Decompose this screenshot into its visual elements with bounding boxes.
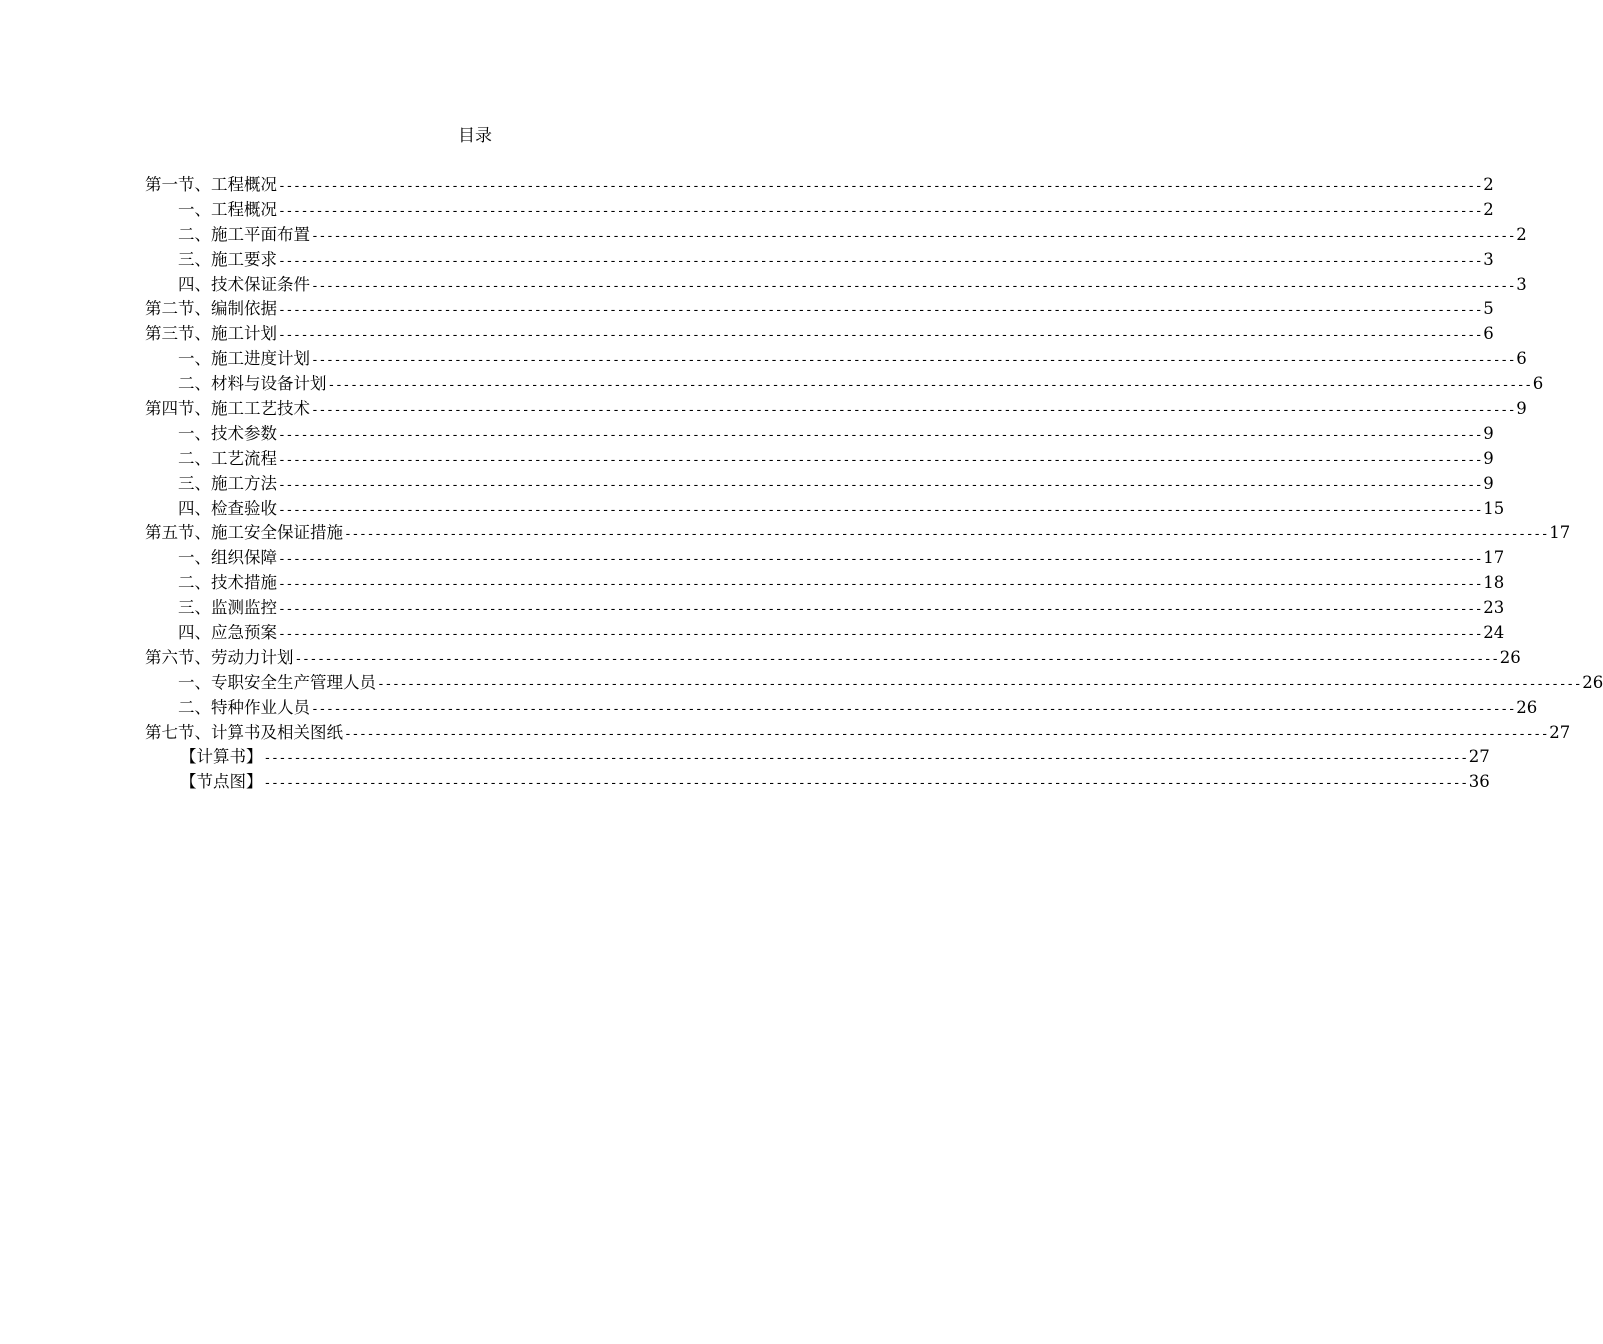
toc-entry-text: 二、工艺流程 <box>178 448 277 468</box>
toc-entry[interactable] <box>145 322 1494 347</box>
toc-entry[interactable] <box>145 472 1494 497</box>
toc-entry[interactable] <box>145 671 1603 696</box>
toc-leader-dashes: ---------------------------------------------------------------------------------------------------------------------------------------------------------------- <box>278 203 1483 219</box>
toc-entry-text: 一、工程概况 <box>178 199 277 219</box>
toc-page-number: 3 <box>1516 274 1527 294</box>
toc-page-number: 23 <box>1483 598 1505 618</box>
toc-page-number: 2 <box>1516 224 1527 244</box>
toc-entry-text: 二、技术措施 <box>178 573 277 593</box>
toc-page-number: 9 <box>1483 473 1494 493</box>
toc-entry-text: 四、检查验收 <box>178 498 277 518</box>
toc-page-number: 9 <box>1483 448 1494 468</box>
toc-page-number: 24 <box>1483 623 1505 643</box>
toc-entry-text: 第一节、工程概况 <box>145 175 277 194</box>
toc-entry-text: 二、施工平面布置 <box>178 224 310 244</box>
toc-page-number: 2 <box>1483 199 1494 219</box>
toc-entry[interactable] <box>145 397 1527 422</box>
toc-leader-dashes: ---------------------------------------------------------------------------------------------------------------------------------------------------------------- <box>311 278 1516 294</box>
toc-leader-dashes: ---------------------------------------------------------------------------------------------------------------------------------------------------------------- <box>278 552 1483 568</box>
toc-leader-dashes: ---------------------------------------------------------------------------------------------------------------------------------------------------------------- <box>278 502 1483 518</box>
toc-entry-text: 第二节、编制依据 <box>145 299 277 319</box>
toc-leader-dashes: ---------------------------------------------------------------------------------------------------------------------------------------------------------------- <box>327 378 1532 394</box>
toc-leader-dashes: ---------------------------------------------------------------------------------------------------------------------------------------------------------------- <box>377 676 1582 692</box>
toc-entry[interactable] <box>145 696 1538 721</box>
toc-entry-text: 【节点图】 <box>180 772 263 792</box>
toc-page-number: 26 <box>1499 647 1521 667</box>
toc-page-number: 27 <box>1549 722 1571 742</box>
toc-entry[interactable] <box>145 596 1505 621</box>
toc-page-number: 15 <box>1483 498 1505 518</box>
toc-entry[interactable] <box>145 646 1521 671</box>
toc-page-number: 36 <box>1468 772 1490 792</box>
toc-leader-dashes: ---------------------------------------------------------------------------------------------------------------------------------------------------------------- <box>278 452 1483 468</box>
toc-entry[interactable] <box>145 223 1527 248</box>
toc-entry-text: 一、专职安全生产管理人员 <box>178 672 376 692</box>
toc-leader-dashes: ---------------------------------------------------------------------------------------------------------------------------------------------------------------- <box>263 751 1468 767</box>
toc-leader-dashes: ---------------------------------------------------------------------------------------------------------------------------------------------------------------- <box>344 527 1549 543</box>
toc-entry-text: 三、施工方法 <box>178 473 277 493</box>
toc-entry[interactable] <box>145 347 1527 372</box>
toc-entry-text: 一、组织保障 <box>178 548 277 568</box>
toc-leader-dashes: ---------------------------------------------------------------------------------------------------------------------------------------------------------------- <box>278 627 1483 643</box>
toc-leader-dashes: ---------------------------------------------------------------------------------------------------------------------------------------------------------------- <box>311 403 1516 419</box>
toc-entry-text: 第三节、施工计划 <box>145 324 277 344</box>
toc-entry[interactable] <box>145 273 1527 298</box>
toc-leader-dashes: ---------------------------------------------------------------------------------------------------------------------------------------------------------------- <box>311 228 1516 244</box>
toc-page-number: 6 <box>1516 349 1527 369</box>
toc-leader-dashes: ---------------------------------------------------------------------------------------------------------------------------------------------------------------- <box>278 477 1483 493</box>
toc-page-number: 26 <box>1582 672 1603 692</box>
toc-entry-text: 三、施工要求 <box>178 249 277 269</box>
toc-entry-text: 二、材料与设备计划 <box>178 374 327 394</box>
toc-entry-text: 四、应急预案 <box>178 623 277 643</box>
toc-entry[interactable] <box>145 372 1544 397</box>
toc-entry[interactable] <box>145 198 1494 223</box>
toc-entry[interactable] <box>145 521 1571 546</box>
toc-entry[interactable] <box>145 297 1494 322</box>
toc-leader-dashes: ---------------------------------------------------------------------------------------------------------------------------------------------------------------- <box>311 701 1516 717</box>
toc-entry[interactable] <box>145 745 1490 770</box>
toc-page-number: 9 <box>1483 423 1494 443</box>
toc-entry[interactable] <box>145 248 1494 273</box>
toc-entry[interactable] <box>145 422 1494 447</box>
toc-leader-dashes: ---------------------------------------------------------------------------------------------------------------------------------------------------------------- <box>278 602 1483 618</box>
toc-leader-dashes: ---------------------------------------------------------------------------------------------------------------------------------------------------------------- <box>278 179 1483 194</box>
toc-entry-text: 二、特种作业人员 <box>178 697 310 717</box>
toc-page-number: 9 <box>1516 399 1527 419</box>
toc-page-number: 6 <box>1532 374 1544 394</box>
toc-page-number: 5 <box>1483 299 1494 319</box>
toc-leader-dashes: ---------------------------------------------------------------------------------------------------------------------------------------------------------------- <box>294 651 1499 667</box>
toc-leader-dashes: ---------------------------------------------------------------------------------------------------------------------------------------------------------------- <box>344 726 1549 742</box>
toc-leader-dashes: ---------------------------------------------------------------------------------------------------------------------------------------------------------------- <box>278 427 1483 443</box>
toc-page-number: 6 <box>1483 324 1494 344</box>
toc-page-number: 3 <box>1483 249 1494 269</box>
toc-title: 目录 <box>458 126 492 146</box>
toc-entry[interactable] <box>145 546 1505 571</box>
toc-entry[interactable] <box>145 621 1505 646</box>
toc-entry[interactable] <box>145 571 1505 596</box>
toc-list <box>145 173 1603 795</box>
toc-page-number: 17 <box>1549 523 1571 543</box>
toc-entry-text: 第五节、施工安全保证措施 <box>145 523 343 543</box>
toc-entry-text: 一、技术参数 <box>178 423 277 443</box>
toc-page-number: 27 <box>1468 747 1490 767</box>
toc-leader-dashes: ---------------------------------------------------------------------------------------------------------------------------------------------------------------- <box>263 776 1468 792</box>
toc-entry[interactable] <box>145 770 1490 795</box>
toc-entry-text: 一、施工进度计划 <box>178 349 310 369</box>
toc-entry[interactable] <box>145 447 1494 472</box>
toc-leader-dashes: ---------------------------------------------------------------------------------------------------------------------------------------------------------------- <box>278 303 1483 319</box>
toc-leader-dashes: ---------------------------------------------------------------------------------------------------------------------------------------------------------------- <box>278 577 1483 593</box>
toc-entry-text: 第七节、计算书及相关图纸 <box>145 722 343 742</box>
toc-entry-text: 【计算书】 <box>180 747 263 767</box>
toc-leader-dashes: ---------------------------------------------------------------------------------------------------------------------------------------------------------------- <box>278 328 1483 344</box>
toc-page-number: 26 <box>1516 697 1538 717</box>
toc-leader-dashes: ---------------------------------------------------------------------------------------------------------------------------------------------------------------- <box>278 253 1483 269</box>
toc-entry-text: 第六节、劳动力计划 <box>145 647 294 667</box>
toc-page-number: 18 <box>1483 573 1505 593</box>
toc-entry[interactable] <box>145 173 1494 198</box>
toc-entry-text: 第四节、施工工艺技术 <box>145 399 310 419</box>
toc-entry[interactable] <box>145 497 1505 522</box>
toc-entry-text: 三、监测监控 <box>178 598 277 618</box>
toc-page-number: 2 <box>1483 175 1494 194</box>
toc-page-number: 17 <box>1483 548 1505 568</box>
toc-leader-dashes: ---------------------------------------------------------------------------------------------------------------------------------------------------------------- <box>311 353 1516 369</box>
toc-entry-text: 四、技术保证条件 <box>178 274 310 294</box>
toc-entry[interactable] <box>145 721 1571 746</box>
